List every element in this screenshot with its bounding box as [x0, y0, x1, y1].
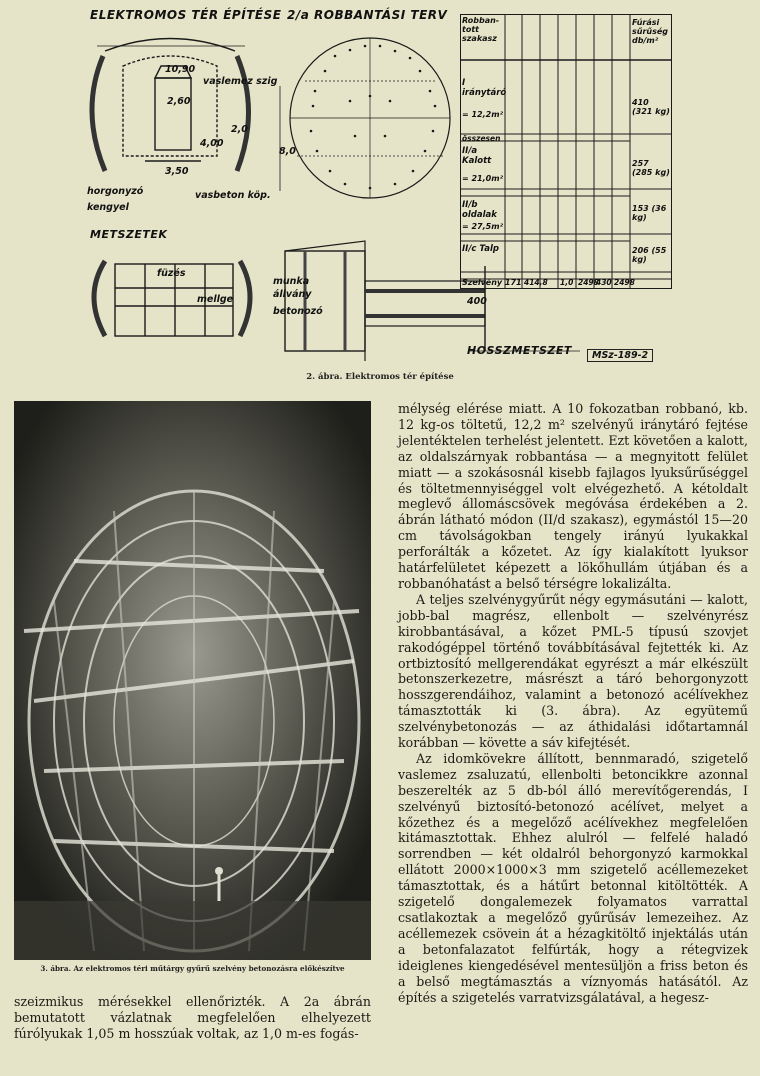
figure-title-left: ELEKTROMOS TÉR ÉPÍTÉSE	[90, 8, 282, 22]
table-section-name: II/c Talp	[462, 244, 499, 254]
table-section-name: I iránytáró	[462, 78, 507, 98]
paragraph: Az idomkövekre állított, bennmaradó, szigetelő vaslemez zsaluzatú, ellenbolti betoncikkre azonnal beszerelték az 5 db-ból álló merevítőgerendás, I szelvényű biztosító-betonozó acélívet, melyet a kőzethez és a megelőző acélívekhez megfelelően kitámasztottak. Ehhez alulról — felfelé haladó sorrendben — két oldalról behorgonyzó karmokkal ellátott 2000×1000×3 mm szigetelő acéllemezeket támasztottak, és a hátűrt betonnal kitöltötték. A szigetelő dongalemezek folyamatos varrattal csatlakoztak a megelőző gyűrűsáv lemezeihez. Az acéllemezek csövein át a hézagkitöltő injektálás után a betonfalazatot felfúrták, hogy a rétegvizek ideiglenes kiengedésével mentesüljön a friss beton és a belső megtámasztás a víznyomás hatásától. Az építés a szigetelés varratvizsgálatával, a hegesz-	[398, 750, 748, 1005]
article-column-left	[14, 994, 371, 1042]
article-column-right	[398, 401, 748, 1005]
dim-label: 10,90	[165, 64, 196, 75]
anchor-label: horgonyzó	[87, 186, 144, 197]
drawing-code: MSz-189-2	[587, 349, 653, 362]
formwork-label: betonozó	[273, 306, 323, 317]
dim-label: 400	[467, 296, 487, 307]
stirrup-label: kengyel	[87, 202, 129, 213]
table-section-area: = 12,2m²	[462, 110, 504, 119]
sections-title: METSZETEK	[90, 228, 168, 241]
concrete-label: vasbeton köp.	[195, 190, 271, 201]
table-total-value: 1,0	[560, 278, 574, 287]
paragraph: szeizmikus mérésekkel ellenőrizték. A 2a ábrán bemutatott vázlatnak megfelelően elhelyezett fúrólyukak 1,05 m hosszúak voltak, az 1,0 m-es fogás-	[14, 994, 371, 1041]
table-section-name: II/b oldalak	[462, 200, 497, 220]
table-section-name: II/a Kalott	[462, 146, 492, 166]
figure-2-caption: 2. ábra. Elektromos tér építése	[306, 372, 454, 382]
table-density: 153 (36 kg)	[632, 204, 667, 222]
table-total-value: 2498	[578, 278, 599, 287]
table-section-area: = 27,5m²	[462, 222, 504, 231]
table-total-value: 430	[596, 278, 612, 287]
table-density: 410 (321 kg)	[632, 98, 670, 116]
table-density: 257 (285 kg)	[632, 159, 670, 177]
paragraph: A teljes szelvénygyűrűt négy egymásutáni — kalott, jobb-bal magrész, ellenbolt — szelvényrész kirobbantásával, a kőzet PML-5 típusú szovjet rakodógéppel történő továbbításával fejtették ki. Az ortbiztosító mellgerendákat egyrészt a már elkészült betonszerkezetre, másrészt a táró behorgonyzott hosszgerendáihoz, valamint a betonozó acélívekhez támasztották ki (3. ábra). Az együtemű szelvénybetonozás — az áthidalási időtartamnál korábban — követte a sáv kifejtését.	[398, 591, 748, 751]
blast-holes	[310, 45, 437, 190]
section-label: füzés	[157, 268, 186, 279]
figure-3-caption: 3. ábra. Az elektromos téri műtárgy gyűrű szelvény betonozásra előkészítve	[40, 964, 345, 973]
blasting-table	[460, 14, 672, 289]
dim-label: 8,0	[279, 146, 296, 157]
scaffold-label: munka	[273, 276, 310, 287]
dim-label: 3,50	[165, 166, 189, 177]
table-total-value: 414,8	[524, 278, 548, 287]
section-label: mellge	[197, 294, 234, 305]
dim-label: 4,00	[200, 138, 224, 149]
photo-illustration	[14, 401, 371, 960]
table-header-section: Robban-tott szakasz	[462, 16, 500, 43]
paragraph: mélység elérése miatt. A 10 fokozatban robbanó, kb. 12 kg-os töltetű, 12,2 m² szelvényű iránytáró fejtése jelentéktelen terhelést jelentett. Ezt követően a kalott, az oldalszárnyak robbantása — a megnyitott felület miatt — a szokásosnál kisebb fajlagos lyuksűrűséggel és töltetmennyiséggel volt elvégezhető. A kétoldalt meglevő állomáscsövek megóvása érdekében a 2. ábrán látható módon (II/d szakasz), egymástól 15—20 cm távolságokban tengely irányú lyukakkal perforálták a kőzetet. Az így kialakított lyuksor határfelületet képezett a lökőhullám útjában és a robbanóhatást a belső térségre lokalizálta.	[398, 401, 748, 591]
dim-label: 2,60	[167, 96, 191, 107]
table-sum-label: összesen	[462, 134, 501, 143]
dim-label: 2,0	[231, 124, 248, 135]
figure-title-right: 2/a ROBBANTÁSI TERV	[287, 8, 448, 22]
table-section-area: = 21,0m²	[462, 174, 504, 183]
sheet-label: vaslemez szig	[203, 76, 278, 87]
table-total-label: Szelvény 171	[462, 278, 522, 287]
scaffold-label: állvány	[273, 289, 312, 300]
longitudinal-title: HOSSZMETSZET	[467, 344, 572, 357]
table-header-density: Fúrási sűrűség db/m²	[632, 18, 669, 45]
table-total-value: 2498	[614, 278, 635, 287]
table-density: 206 (55 kg)	[632, 246, 667, 264]
figure-3-photo	[14, 401, 371, 960]
